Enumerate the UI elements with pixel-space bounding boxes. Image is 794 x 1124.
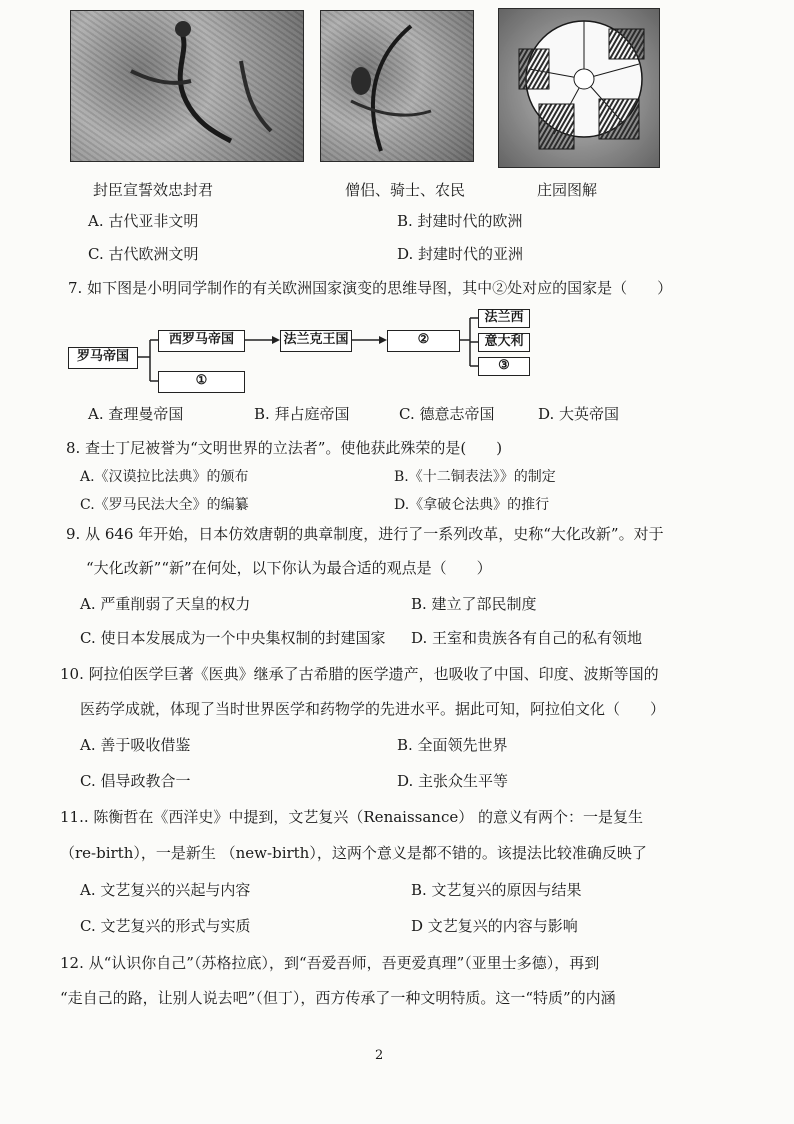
q10-option-d[interactable]: D. 主张众生平等 — [397, 772, 509, 790]
mindmap-west-rome: 西罗马帝国 — [158, 330, 245, 352]
q9-option-d[interactable]: D. 王室和贵族各有自己的私有领地 — [411, 629, 643, 647]
photo-vassal-oath-figure — [71, 11, 303, 161]
photo-clergy-figure — [321, 11, 473, 161]
q10-option-b[interactable]: B. 全面领先世界 — [397, 736, 508, 754]
q7-option-d[interactable]: D. 大英帝国 — [538, 405, 620, 423]
q7-option-c[interactable]: C. 德意志帝国 — [399, 405, 495, 423]
q9-stem-line-2: “大化改新”“新”在何处，以下你认为最合适的观点是（ ） — [86, 559, 492, 577]
q6-option-c[interactable]: C. 古代欧洲文明 — [88, 245, 199, 263]
q9-option-b[interactable]: B. 建立了部民制度 — [411, 595, 537, 613]
photo-manor-diagram — [498, 8, 660, 168]
q6-option-d[interactable]: D. 封建时代的亚洲 — [397, 245, 524, 263]
q11-option-b[interactable]: B. 文艺复兴的原因与结果 — [411, 881, 582, 899]
photo-clergy-knights-peasants — [320, 10, 474, 162]
page-number: 2 — [375, 1048, 384, 1063]
caption-vassal-oath: 封臣宣誓效忠封君 — [93, 181, 214, 199]
mindmap-frank: 法兰克王国 — [280, 330, 352, 352]
q9-option-a[interactable]: A. 严重削弱了天皇的权力 — [80, 595, 251, 613]
mindmap-slot-1: ① — [158, 371, 245, 393]
mindmap-slot-2: ② — [387, 330, 460, 352]
q10-option-c[interactable]: C. 倡导政教合一 — [80, 772, 191, 790]
q7-option-b[interactable]: B. 拜占庭帝国 — [254, 405, 350, 423]
caption-manor-diagram: 庄园图解 — [537, 181, 598, 199]
q11-option-d[interactable]: D 文艺复兴的内容与影响 — [411, 917, 578, 935]
q10-stem-line-1: 10. 阿拉伯医学巨著《医典》继承了古希腊的医学遗产，也吸收了中国、印度、波斯等国的 — [60, 665, 659, 683]
mindmap-italy: 意大利 — [478, 333, 530, 352]
q6-option-a[interactable]: A. 古代亚非文明 — [88, 212, 199, 230]
q12-stem-line-2: “走自己的路，让别人说去吧”（但丁），西方传承了一种文明特质。这一“特质”的内涵 — [60, 989, 616, 1007]
mindmap-root: 罗马帝国 — [68, 347, 138, 369]
q11-option-c[interactable]: C. 文艺复兴的形式与实质 — [80, 917, 251, 935]
q12-stem-line-1: 12. 从“认识你自己”（苏格拉底），到“吾爱吾师，吾更爱真理”（亚里士多德），再到 — [60, 954, 600, 972]
q9-option-c[interactable]: C. 使日本发展成为一个中央集权制的封建国家 — [80, 629, 386, 647]
q8-option-b[interactable]: B.《十二铜表法》》的制定 — [394, 469, 556, 485]
q7-option-a[interactable]: A. 查理曼帝国 — [88, 405, 184, 423]
photo-vassal-oath — [70, 10, 304, 162]
q10-option-a[interactable]: A. 善于吸收借鉴 — [80, 736, 191, 754]
q8-stem: 8. 查士丁尼被誉为“文明世界的立法者”。使他获此殊荣的是( ) — [66, 439, 503, 457]
q7-stem: 7. 如下图是小明同学制作的有关欧洲国家演变的思维导图，其中②处对应的国家是（ ） — [68, 279, 673, 297]
manor-diagram-drawing — [499, 9, 659, 167]
caption-clergy-knights-peasants: 僧侣、骑士、农民 — [345, 181, 466, 199]
q8-option-c[interactable]: C.《罗马民法大全》的编纂 — [80, 497, 249, 513]
q11-option-a[interactable]: A. 文艺复兴的兴起与内容 — [80, 881, 251, 899]
mindmap-france: 法兰西 — [478, 309, 530, 328]
q11-stem-line-2: （re-birth），一是新生 （new-birth），这两个意义是都不错的。该提法比较准确反映了 — [60, 844, 647, 862]
q11-stem-line-1: 11.. 陈衡哲在《西洋史》中提到，文艺复兴（Renaissance） 的意义有两个：一是复生 — [60, 808, 644, 826]
q10-stem-line-2: 医药学成就，体现了当时世界医学和药物学的先进水平。据此可知，阿拉伯文化（ ） — [80, 700, 666, 718]
q6-option-b[interactable]: B. 封建时代的欧洲 — [397, 212, 523, 230]
q8-option-d[interactable]: D.《拿破仑法典》的推行 — [394, 497, 550, 513]
mindmap-slot-3: ③ — [478, 357, 530, 376]
q9-stem-line-1: 9. 从 646 年开始，日本仿效唐朝的典章制度，进行了一系列改革，史称“大化改新”。对于 — [66, 525, 664, 543]
q8-option-a[interactable]: A.《汉谟拉比法典》的颁布 — [80, 469, 249, 485]
